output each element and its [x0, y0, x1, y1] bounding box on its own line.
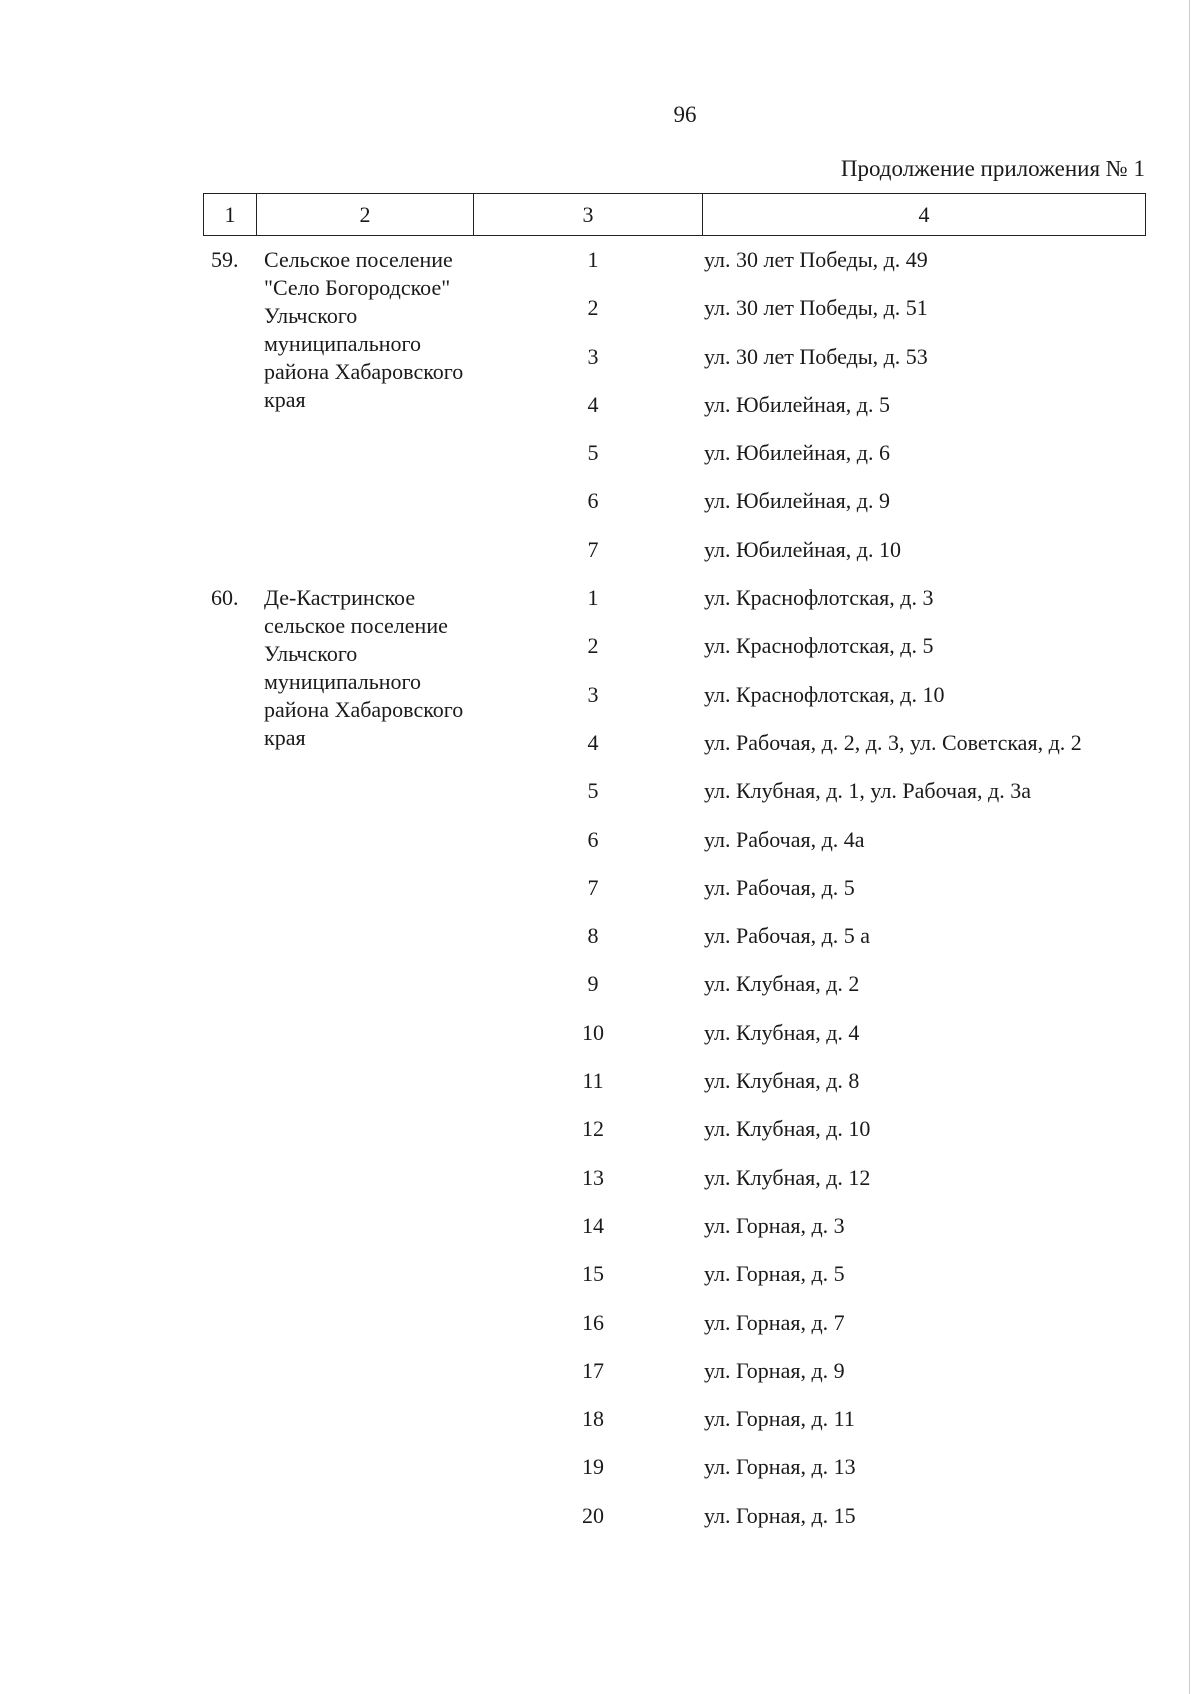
table-group [203, 246, 1145, 584]
table-row [203, 391, 1145, 439]
table-row [203, 1212, 1145, 1260]
row-number: 9 [587, 971, 599, 997]
row-number: 1 [587, 585, 599, 611]
settlement-name: Сельское поселение "Село Богородское" Ульчского муниципального района Хабаровского края [264, 247, 464, 412]
row-address: ул. Клубная, д. 8 [704, 1068, 860, 1094]
row-number: 5 [587, 778, 599, 804]
row-address: ул. 30 лет Победы, д. 49 [704, 247, 928, 272]
row-address: ул. Горная, д. 15 [704, 1502, 856, 1528]
page-number: 96 [673, 102, 697, 127]
row-address: ул. Рабочая, д. 5 [704, 874, 855, 900]
row-address: ул. Горная, д. 5 [704, 1261, 845, 1287]
row-address: ул. Юбилейная, д. 9 [704, 488, 890, 514]
table-row [203, 246, 1145, 294]
table-row [203, 1357, 1145, 1405]
row-number: 4 [587, 729, 599, 755]
table-row [203, 536, 1145, 584]
header-col-3: 3 [474, 194, 703, 236]
header-col-1: 1 [224, 201, 236, 227]
table-row [203, 826, 1145, 874]
row-number: 19 [582, 1454, 604, 1480]
row-address: ул. Краснофлотская, д. 10 [704, 681, 945, 707]
row-number: 10 [582, 1019, 604, 1045]
row-number: 4 [587, 391, 599, 417]
table-row [203, 874, 1145, 922]
row-address: ул. Рабочая, д. 4а [704, 826, 865, 852]
settlement-name: Де-Кастринское сельское поселение Ульчского муниципального района Хабаровского края [264, 585, 464, 751]
row-address: ул. Юбилейная, д. 6 [704, 440, 890, 466]
row-number: 3 [587, 343, 599, 369]
row-number: 8 [587, 923, 599, 949]
table-row [203, 681, 1145, 729]
table-row [203, 1067, 1145, 1115]
row-number: 3 [587, 681, 599, 707]
table-row [203, 487, 1145, 535]
row-number: 15 [582, 1261, 604, 1287]
table-row [203, 1502, 1145, 1550]
table-row [203, 584, 1145, 632]
row-number: 16 [582, 1309, 604, 1335]
table-body [203, 246, 1145, 1550]
row-address: ул. Клубная, д. 1, ул. Рабочая, д. 3а [704, 778, 1031, 804]
table-row [203, 294, 1145, 342]
row-number: 11 [582, 1068, 604, 1094]
table-row [203, 729, 1145, 777]
header-col-4: 4 [703, 194, 1146, 236]
table-row [203, 1260, 1145, 1308]
table-row [203, 922, 1145, 970]
table-row [203, 1019, 1145, 1067]
row-number: 6 [587, 826, 599, 852]
row-number: 20 [582, 1502, 604, 1528]
row-address: ул. Клубная, д. 10 [704, 1116, 871, 1142]
row-address: ул. Юбилейная, д. 10 [704, 536, 901, 562]
table-row [203, 777, 1145, 825]
table-row [203, 970, 1145, 1018]
row-address: ул. Горная, д. 9 [704, 1357, 845, 1383]
row-address: ул. Горная, д. 11 [704, 1406, 855, 1432]
row-number: 12 [582, 1116, 604, 1142]
row-address: ул. Горная, д. 13 [704, 1454, 856, 1480]
table-row [203, 439, 1145, 487]
table-row [203, 632, 1145, 680]
table-row [203, 1115, 1145, 1163]
table-header [203, 193, 1146, 236]
header-row [204, 194, 1146, 236]
group-number: 60. [211, 585, 239, 611]
row-address: ул. Горная, д. 7 [704, 1309, 845, 1335]
page-margin-line [1189, 0, 1190, 1694]
row-number: 6 [587, 488, 599, 514]
table-row [203, 1164, 1145, 1212]
group-number: 59. [211, 247, 239, 272]
row-address: ул. Клубная, д. 2 [704, 971, 860, 997]
table-row [203, 343, 1145, 391]
continuation-label: Продолжение приложения № 1 [840, 156, 1145, 181]
header-col-2: 2 [257, 194, 474, 236]
row-number: 17 [582, 1357, 604, 1383]
row-address: ул. Юбилейная, д. 5 [704, 391, 890, 417]
row-number: 2 [587, 295, 599, 321]
table-row [203, 1309, 1145, 1357]
row-number: 7 [587, 874, 599, 900]
table-row [203, 1453, 1145, 1501]
row-number: 1 [587, 247, 599, 272]
row-number: 5 [587, 440, 599, 466]
table-group [203, 584, 1145, 1550]
row-address: ул. Краснофлотская, д. 5 [704, 633, 934, 659]
row-address: ул. Рабочая, д. 5 а [704, 923, 871, 949]
row-address: ул. Краснофлотская, д. 3 [704, 585, 934, 611]
row-address: ул. 30 лет Победы, д. 51 [704, 295, 928, 321]
row-address: ул. Рабочая, д. 2, д. 3, ул. Советская, д. 2 [704, 729, 1082, 755]
row-address: ул. 30 лет Победы, д. 53 [704, 343, 928, 369]
row-number: 18 [582, 1406, 604, 1432]
table-row [203, 1405, 1145, 1453]
row-number: 14 [582, 1212, 604, 1238]
row-address: ул. Клубная, д. 4 [704, 1019, 860, 1045]
row-address: ул. Клубная, д. 12 [704, 1164, 871, 1190]
row-number: 13 [582, 1164, 604, 1190]
row-number: 7 [587, 536, 599, 562]
row-number: 2 [587, 633, 599, 659]
row-address: ул. Горная, д. 3 [704, 1212, 845, 1238]
